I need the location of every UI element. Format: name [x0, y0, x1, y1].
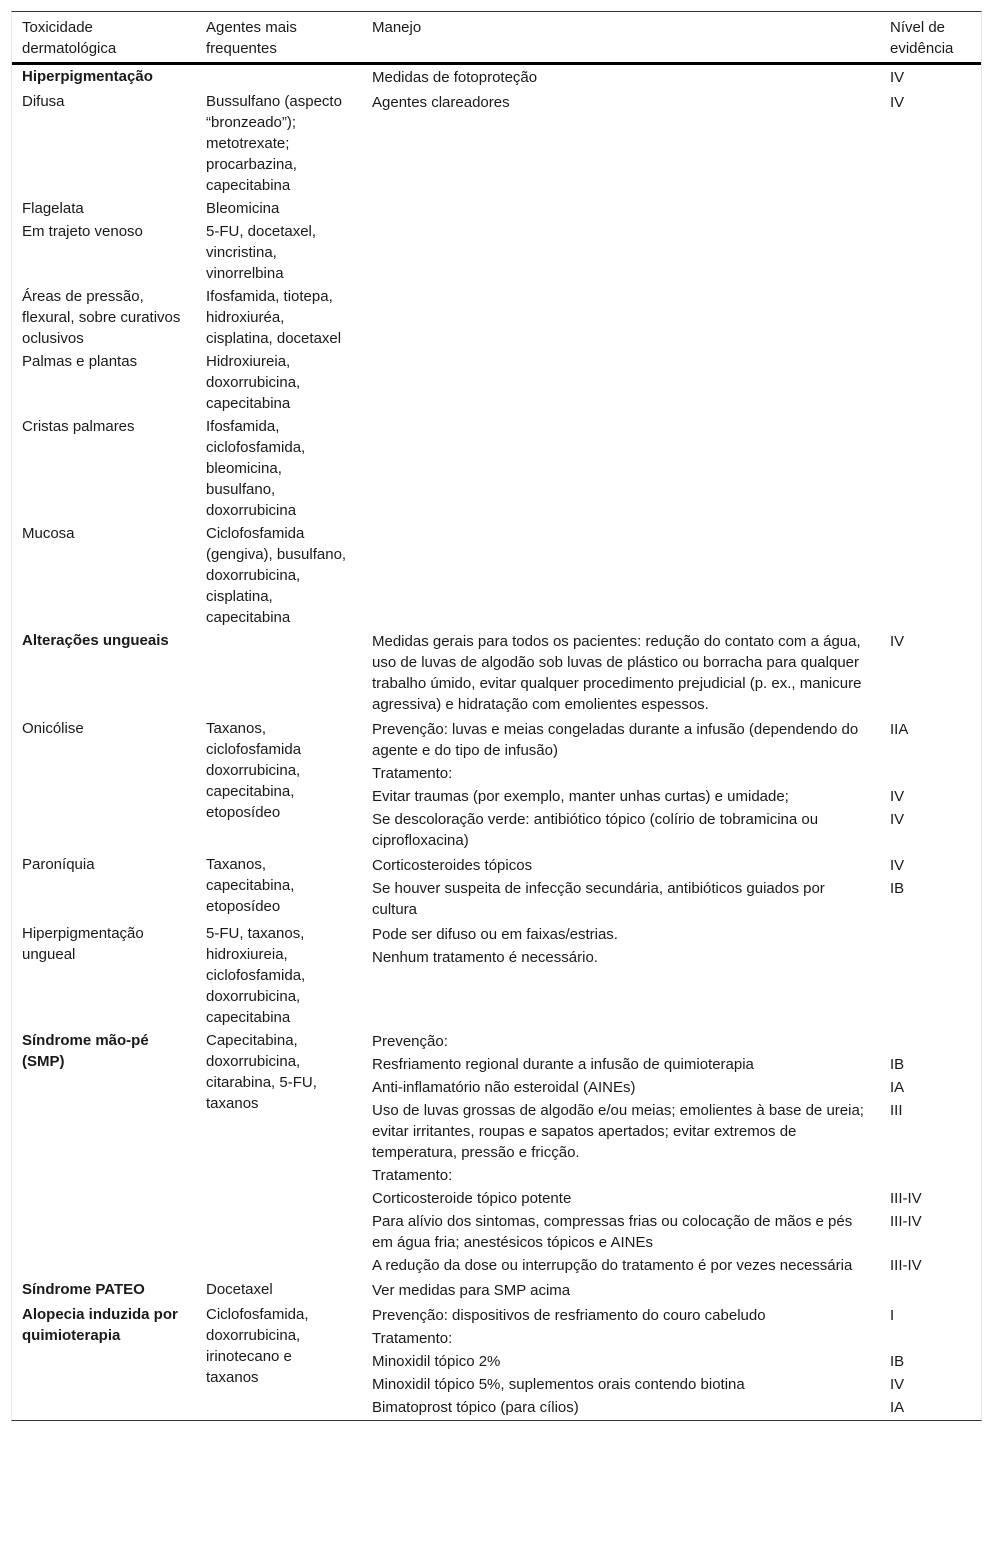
toxicity-cell: Áreas de pressão, flexural, sobre curativos oclusivos	[22, 288, 181, 347]
toxicity-cell: Palmas e plantas	[22, 353, 138, 370]
management-text: Se descoloração verde: antibiótico tópico (colírio de tobramicina ou ciprofloxacina)	[372, 811, 819, 849]
management-list	[362, 286, 981, 349]
evidence-level: IB	[890, 1056, 905, 1073]
management-list	[362, 91, 981, 196]
agents-cell: Bussulfano (aspecto “bronzeado”); metotrexate; procarbazina, capecitabina	[206, 93, 342, 194]
management-item	[362, 1373, 981, 1396]
management-text: Anti-inflamatório não esteroidal (AINEs)	[372, 1079, 636, 1096]
management-item	[362, 923, 981, 946]
table-row	[12, 522, 981, 629]
evidence-level: III-IV	[890, 1190, 922, 1207]
dermatologic-toxicity-table	[11, 11, 982, 1421]
agents-cell: Ciclofosfamida (gengiva), busulfano, doxorrubicina, cisplatina, capecitabina	[206, 525, 347, 626]
evidence-level	[890, 763, 981, 784]
evidence-level: IB	[890, 880, 905, 897]
management-text: Resfriamento regional durante a infusão de quimioterapia	[372, 1056, 754, 1073]
table-header	[12, 12, 981, 65]
agents-cell: Bleomicina	[206, 200, 280, 217]
table-row	[12, 1303, 981, 1420]
header-management: Manejo	[372, 19, 422, 36]
management-item	[362, 718, 981, 762]
management-text: Prevenção: luvas e meias congeladas durante a infusão (dependendo do agente e do tipo de infusão)	[372, 721, 859, 759]
table-row	[12, 285, 981, 350]
management-text: Ver medidas para SMP acima	[372, 1282, 571, 1299]
management-item	[362, 1327, 981, 1350]
management-text: Tratamento:	[372, 1167, 453, 1184]
header-agents: Agentes mais frequentes	[206, 19, 297, 57]
management-list	[362, 416, 981, 521]
evidence-level: IV	[890, 857, 905, 874]
table-row	[12, 853, 981, 922]
management-item	[362, 1396, 981, 1419]
toxicity-cell: Hiperpigmentação ungueal	[22, 925, 144, 963]
management-item	[362, 66, 981, 89]
evidence-level: IV	[890, 94, 905, 111]
agents-cell	[196, 66, 362, 89]
management-list	[362, 718, 981, 852]
evidence-level: IA	[890, 1079, 905, 1096]
table-row	[12, 1278, 981, 1303]
agents-cell: 5-FU, taxanos, hidroxiureia, ciclofosfamida, doxorrubicina, capecitabina	[206, 925, 306, 1026]
management-item	[362, 1350, 981, 1373]
management-list	[362, 523, 981, 628]
toxicity-cell: Onicólise	[22, 720, 84, 737]
toxicity-cell: Difusa	[22, 93, 65, 110]
management-list	[362, 221, 981, 284]
table-row	[12, 197, 981, 220]
toxicity-cell: Alopecia induzida por quimioterapia	[22, 1306, 178, 1344]
management-text: Se houver suspeita de infecção secundária, antibióticos guiados por cultura	[372, 880, 825, 918]
toxicity-cell: Em trajeto venoso	[22, 223, 143, 240]
management-item	[362, 1164, 981, 1187]
management-text: Prevenção: dispositivos de resfriamento do couro cabeludo	[372, 1307, 766, 1324]
agents-cell: Ciclofosfamida, doxorrubicina, irinotecano e taxanos	[206, 1306, 309, 1386]
management-text: Agentes clareadores	[372, 94, 510, 111]
table-row	[12, 1029, 981, 1278]
management-list	[362, 1279, 981, 1302]
management-item	[362, 877, 981, 921]
management-text: Evitar traumas (por exemplo, manter unhas curtas) e umidade;	[372, 788, 789, 805]
management-list	[362, 351, 981, 414]
evidence-level: IV	[890, 811, 905, 828]
evidence-level: IV	[890, 788, 905, 805]
management-text: A redução da dose ou interrupção do tratamento é por vezes necessária	[372, 1257, 853, 1274]
evidence-level	[890, 1280, 981, 1301]
management-text: Para alívio dos sintomas, compressas frias ou colocação de mãos e pés em água fria; anestésicos tópicos e AINEs	[372, 1213, 853, 1251]
evidence-level: IV	[890, 1376, 905, 1393]
evidence-level: IV	[890, 633, 905, 650]
agents-cell: Docetaxel	[206, 1281, 273, 1298]
management-list	[362, 66, 981, 89]
management-text: Corticosteroides tópicos	[372, 857, 533, 874]
management-item	[362, 762, 981, 785]
toxicity-cell: Flagelata	[22, 200, 84, 217]
table-row	[12, 717, 981, 853]
header-evidence: Nível de evidência	[890, 19, 954, 57]
management-item	[362, 91, 981, 114]
agents-cell: Capecitabina, doxorrubicina, citarabina, 5-FU, taxanos	[206, 1032, 317, 1112]
table-row	[12, 65, 981, 90]
management-text: Medidas gerais para todos os pacientes: redução do contato com a água, uso de luvas de algodão sob luvas de plástico ou borracha para qualquer trabalho úmido, evitar qualquer procedimento prejudicial (p. ex., manicure agressiva) e hidratação com emolientes espessos.	[372, 633, 862, 713]
agents-cell: 5-FU, docetaxel, vincristina, vinorrelbina	[206, 223, 317, 282]
evidence-level: I	[890, 1307, 895, 1324]
management-item	[362, 1076, 981, 1099]
evidence-level: III-IV	[890, 1257, 922, 1274]
agents-cell	[196, 630, 362, 716]
table-row	[12, 922, 981, 1029]
evidence-level	[890, 1031, 981, 1052]
management-text: Minoxidil tópico 5%, suplementos orais contendo biotina	[372, 1376, 745, 1393]
toxicity-cell: Mucosa	[22, 525, 75, 542]
toxicity-cell: Cristas palmares	[22, 418, 135, 435]
agents-cell: Taxanos, capecitabina, etoposídeo	[206, 856, 295, 915]
management-text: Nenhum tratamento é necessário.	[372, 949, 598, 966]
management-item	[362, 808, 981, 852]
management-list	[362, 198, 981, 219]
management-list	[362, 1304, 981, 1419]
management-text: Uso de luvas grossas de algodão e/ou meias; emolientes à base de ureia; evitar irritantes, roupas e sapatos apertados; evitar extremos de temperatura, pressão e fricção.	[372, 1102, 864, 1161]
evidence-level: IA	[890, 1399, 905, 1416]
management-item	[362, 854, 981, 877]
table-row	[12, 629, 981, 717]
management-item	[362, 1030, 981, 1053]
management-text: Tratamento:	[372, 765, 453, 782]
management-list	[362, 923, 981, 1028]
management-list	[362, 854, 981, 921]
agents-cell: Ifosfamida, tiotepa, hidroxiuréa, cisplatina, docetaxel	[206, 288, 342, 347]
management-text: Tratamento:	[372, 1330, 453, 1347]
management-text: Corticosteroide tópico potente	[372, 1190, 572, 1207]
toxicity-cell: Paroníquia	[22, 856, 95, 873]
agents-cell: Ifosfamida, ciclofosfamida, bleomicina, busulfano, doxorrubicina	[206, 418, 306, 519]
evidence-level	[890, 924, 981, 945]
evidence-level: IB	[890, 1353, 905, 1370]
evidence-level	[890, 947, 981, 968]
management-item	[362, 1099, 981, 1164]
management-text: Medidas de fotoproteção	[372, 69, 538, 86]
management-item	[362, 1210, 981, 1254]
table-body	[12, 65, 981, 1420]
header-toxicity: Toxicidade dermatológica	[22, 19, 117, 57]
management-text: Bimatoprost tópico (para cílios)	[372, 1399, 579, 1416]
table-row	[12, 220, 981, 285]
management-item	[362, 1304, 981, 1327]
management-item	[362, 1254, 981, 1277]
management-list	[362, 1030, 981, 1277]
table-row	[12, 90, 981, 197]
toxicity-cell: Alterações ungueais	[22, 632, 169, 649]
management-item	[362, 946, 981, 969]
agents-cell: Taxanos, ciclofosfamida doxorrubicina, capecitabina, etoposídeo	[206, 720, 302, 821]
table-row	[12, 415, 981, 522]
evidence-level	[890, 1328, 981, 1349]
agents-cell: Hidroxiureia, doxorrubicina, capecitabina	[206, 353, 301, 412]
toxicity-cell: Hiperpigmentação	[22, 68, 153, 85]
management-item	[362, 630, 981, 716]
management-item	[362, 1187, 981, 1210]
evidence-level	[890, 1165, 981, 1186]
management-item	[362, 1053, 981, 1076]
management-text: Minoxidil tópico 2%	[372, 1353, 501, 1370]
table-row	[12, 350, 981, 415]
toxicity-cell: Síndrome mão-pé (SMP)	[22, 1032, 149, 1070]
management-text: Pode ser difuso ou em faixas/estrias.	[372, 926, 618, 943]
management-text: Prevenção:	[372, 1033, 448, 1050]
toxicity-cell: Síndrome PATEO	[22, 1281, 145, 1298]
management-item	[362, 785, 981, 808]
evidence-level: IV	[890, 69, 905, 86]
evidence-level: III-IV	[890, 1213, 922, 1230]
management-item	[362, 1279, 981, 1302]
evidence-level: III	[890, 1102, 903, 1119]
evidence-level: IIA	[890, 721, 909, 738]
management-list	[362, 630, 981, 716]
